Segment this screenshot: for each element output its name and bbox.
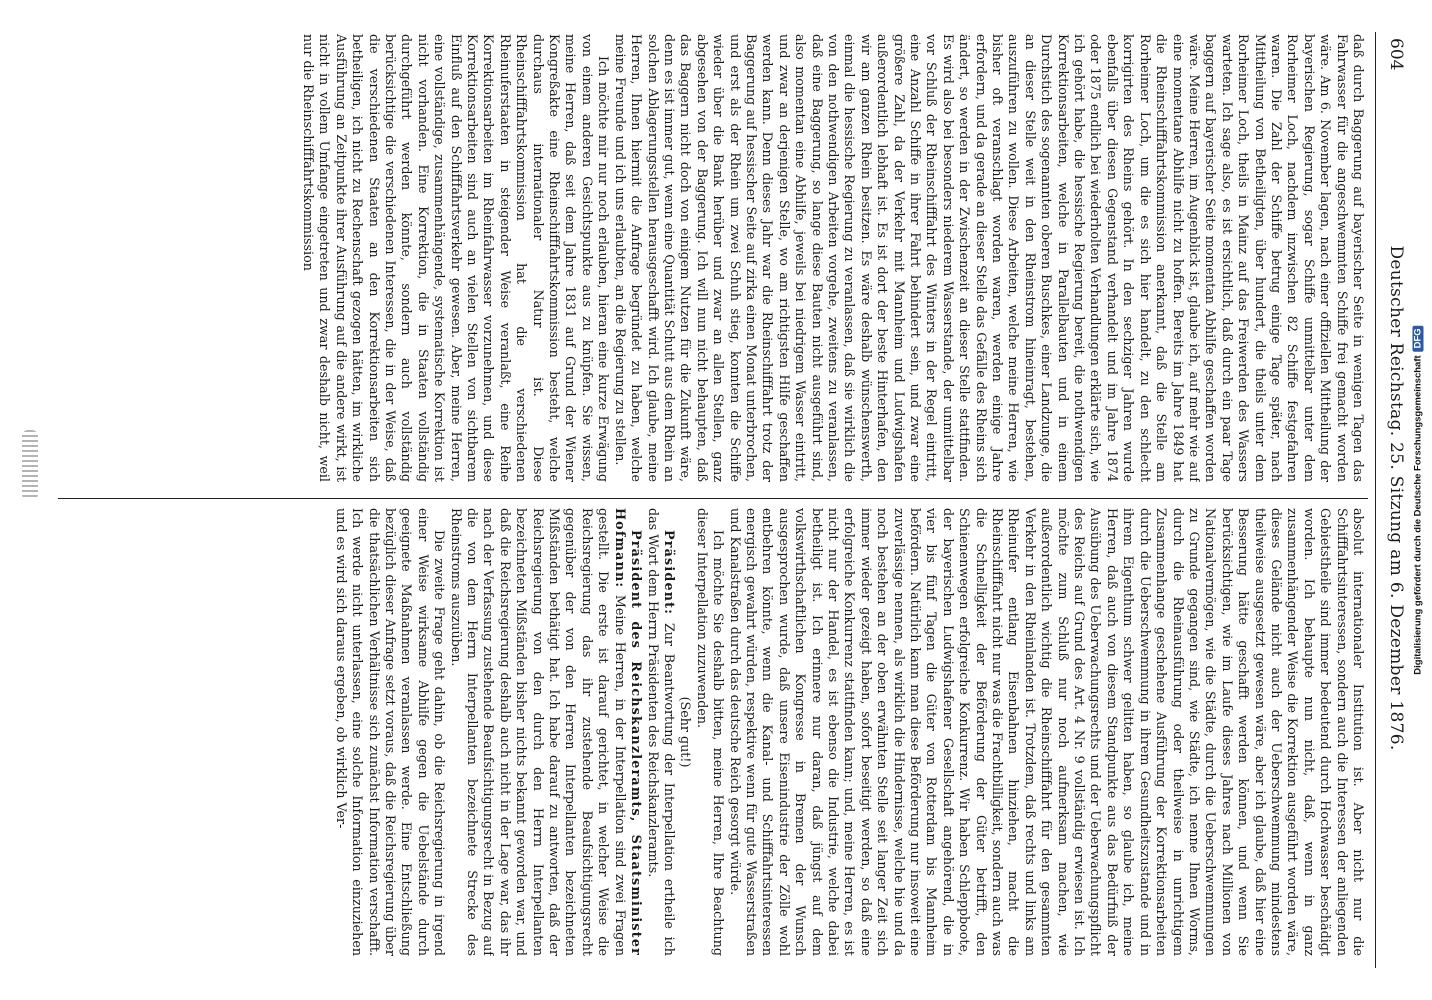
- page-number: 604: [1386, 38, 1406, 71]
- page-header: [1382, 38, 1408, 958]
- scan-smudge: [22, 430, 38, 500]
- speaker-text: Meine Herren, in der Interpellation sind zwei Fragen gestellt. Die erste ist darauf gerichtet, in welcher Weise die Reichsregierung das ihr zustehende Beaufsichtigungsrecht gegenüber der von den Herren Interpellanten bezeichneten Mißständen bethätigt hat. Ich habe darauf zu antworten, daß der Reichsregierung von den durch den Herrn Interpellanten bezeichneten Mißständen bisher nichts bekannt geworden war, und daß die Reichsregierung deshalb auch nicht in der Lage war, das ihr nach der Verfassung zustehende Beaufsichtigungsrecht in Bezug auf die von dem Herrn Interpellanten bezeichnete Strecke des Rheinstroms auszuüben.: [448, 508, 628, 956]
- running-title: Deutscher Reichstag. 25. Sitzung am 6. Dezember 1876.: [1386, 245, 1406, 751]
- speaker-paragraph: [644, 508, 677, 956]
- right-paragraph: absolut internationaler Institution ist. Aber nicht nur die Schifffahrtsinteressen, sondern auch die Interessen der anliegenden Gebietstheile sind immer bedeutend durch Hochwasser beschädigt worden. Ich behaupte nun nicht, daß, wenn in ganz zusammenhängender Weise die Korrektion ausgeführt worden wäre, dieses Gelände nicht auch der Ueberschwemmung mindestens theilweise ausgesetzt gewesen wäre, aber ich glaube, daß hier eine Besserung hätte geschafft werden können, und wenn Sie berücksichtigen, wie im Laufe dieses Jahres nach Millionen von Nationalvermögen, wie die Städte, durch die Ueberschwemmungen zu Grunde gegangen sind, wie Städte, ich nenne Ihnen Worms, durch die Rheinausführung oder theilweise in unrichtigem Zusammenhange geschehene Ausführung der Korrektionsarbeiten durch die Ueberschwemmung in ihrem Gesundheitszustande und in ihrem Eigenthum schwer gelitten haben, so glaube ich, meine Herren, daß auch von diesem Standpunkte aus das Bedürfniß der Ausübung des Ueberwachungsrechts und der Ueberwachungspflicht des Reichs auf Grund des Art. 4 Nr. 9 vollständig erwiesen ist. Ich möchte zum Schluß nur noch aufmerksam machen, wie außerordentlich wichtig die Rheinschifffahrt für den gesammten Verkehr in den Rheinlanden ist. Trotzdem, daß rechts und links am Rheinufer entlang Eisenbahnen hinziehen, macht die Rheinschifffahrt nicht nur was die Frachtbilligkeit, sondern auch was die Schnelligkeit der Beförderung der Güter betrifft, den Schienenwegen erfolgreiche Konkurrenz. Wir haben Schleppboote, der bayerischen Ludwigshafener Gesellschaft angehörend, die in vier bis fünf Tagen die Güter von Rotterdam bis Mannheim befördern. Natürlich kann man diese Beförderung nur insoweit eine zuverlässige nennen, als wirklich die Hindernisse, welche hie und da noch bestehen an der oben erwähnten Stelle seit langer Zeit sich immer wieder gezeigt haben, sofort beseitigt werden, so daß eine erfolgreiche Konkurrenz stattfinden kann; und, meine Herren, es ist nicht nur der Handel, es ist ebenso die Industrie, welche dabei betheiligt ist. Ich erinnere nur daran, daß jüngst auf dem volkswirthschaftlichen Kongresse in Bremen der Wunsch ausgesprochen wurde, daß unsere Eisenindustrie der Zölle wohl entbehren könnte, wenn die Kanal- und Schifffahrtsinteressen energisch gewahrt würden, respektive wenn für gute Wasserstraßen und Kanalstraßen durch das deutsche Reich gesorgt würde.: [727, 508, 1366, 956]
- right-paragraph: Die zweite Frage geht dahin, ob die Reichsregierung in irgend einer Weise wirksame Abhilfe gegen die Uebelstände durch geeignete Maßnahmen veranlassen werde. Eine Entschließung bezüglich dieser Anfrage setzt voraus, daß die Reichsregierung über die thatsächlichen Verhältnisse sich zunächst Information verschafft. Ich werde nicht unterlassen, eine solche Information einzuziehen und es wird sich daraus ergeben, ob wirklich Ver-: [333, 508, 448, 956]
- left-column: [48, 34, 1366, 482]
- header-rule: [1375, 32, 1376, 968]
- speaker-label: Präsident des Reichskanzleramts, Staatsminister Hofmann:: [612, 508, 645, 956]
- attribution-text: Digitalisierung gefördert durch die Deutsche Forschungsgemeinschaft: [1412, 355, 1424, 675]
- column-rule: [58, 498, 1368, 499]
- speaker-label: Präsident:: [661, 530, 677, 616]
- applause-note: (Sehr gut!): [678, 696, 694, 768]
- speaker-paragraph: [447, 508, 644, 956]
- scanned-page: [6, 20, 1426, 980]
- left-paragraph: Ich möchte mir nur noch erlauben, hieran eine kurze Erwägung von einem anderen Gesichtspunkte aus zu knüpfen. Sie wissen, meine Herren, daß seit dem Jahre 1831 auf Grund der Wiener Kongreßakte eine Rheinschifffahrtskommission besteht, welche durchaus internationaler Natur ist. Diese Rheinschifffahrtskommission hat die verschiedenen Rheinuferstaaten in steigender Weise veranlaßt, eine Reihe Korrektionsarbeiten im Rheinfahrwasser vorzunehmen, und diese Korrektionsarbeiten sind auch an vielen Stellen von sichtbarem Einfluß auf den Schifffahrtsverkehr gewesen. Aber, meine Herren, eine vollständige, zusammenhängende, systematische Korrektion ist nicht vorhanden. Eine Korrektion, die in Staaten vollständig durchgeführt werden könnte, sondern auch vollständig berücksichtige die verschiedenen Interessen, die in der Weise, daß die verschiedenen Staaten an den Korrektionsarbeiten sich betheiligen, ich nicht zu Rechenschaft gezogen hätten, im wirkliche Ausführung an Zeitpunkte ihrer Ausführung auf die andere wirkt, ist nicht in vollem Umfange eingetreten und zwar deshalb nicht, weil nur die Rheinschifffahrtskommission: [301, 34, 612, 482]
- right-column: [48, 508, 1366, 956]
- right-paragraph: Ich möchte Sie deshalb bitten, meine Herren, Ihre Beachtung dieser Interpellation zuzuwenden.: [694, 508, 727, 956]
- dfg-logo-badge: DFG: [1413, 325, 1424, 351]
- speaker-text: Zur Beantwortung der Interpellation ertheile ich das Wort dem Herrn Präsidenten des Reichskanzleramts.: [645, 508, 677, 956]
- dfg-attribution: [1413, 325, 1424, 674]
- left-paragraph: daß durch Baggerung auf bayerischer Seite in wenigen Tagen das Fahrwasser für die angeschwemmten Schiffe frei gemacht worden wäre. Am 6. November lagen, nach einer offiziellen Mittheilung der bayerischen Regierung, sogar Schiffe unmittelbar unter dem Rorheimer Loch, nachdem inzwischen 82 Schiffe festgefahren waren. Die Zahl der Schiffe betrug einige Tage später, nach Mittheilung von Betheiligten, über hundert, die theils unter dem Rorheimer Loch, theils in Mainz auf das Freiwerden des Wassers warteten. Ich sage also, es ist ersichtlich, daß durch ein paar Tage baggern auf bayerischer Seite momentan Abhilfe geschaffen worden wäre. Meine Herren, im Augenblick ist, glaube ich, auf mehr wie auf eine momentane Abhilfe nicht zu hoffen. Bereits im Jahre 1849 hat die Rheinschifffahrtskommission anerkannt, daß die Stelle am Rorheimer Loch, um die es sich hier handelt, zu den schlecht korrigirten des Rheins gehört. In den sechziger Jahren wurde ebenfalls über diesen Gegenstand verhandelt und im Jahre 1874 oder 1875 endlich bei wiederholten Verhandlungen erklärte sich, wie ich gehört habe, die hessische Regierung bereit, die nothwendigen Korrektionsarbeiten, welche in Parallelbauten und in einem Durchstich des sogenannten oberen Buschkes, einer Landzunge, die an dieser Stelle weit in den Rheinstrom hineinragt, bestehen, auszuführen zu wollen. Diese Arbeiten, welche meine Herren, wie bisher oft veranschlagt worden waren, werden einige Jahre erfordern, und da gerade an dieser Stelle das Gefälle des Rheins sich ändert, so werden in der Zwischenzeit an dieser Stelle stattfinden. Es wird also bei besonders niederem Wasserstande, der unmittelbar vor Schluß der Rheinschifffahrt des Winters in der Regel eintritt, eine Anzahl Schiffe in ihrer Fahrt behindert sein, und zwar eine größere Zahl, da der Verkehr mit Mannheim und Ludwigshafen außerordentlich lebhaft ist. Es ist dort der beste Hinterhafen, den wir am ganzen Rhein besitzen. Es wäre deshalb wünschenswerth, einmal die hessische Regierung zu veranlassen, daß sie wirklich die von den nothwendigen Arbeiten vorgehe, zweitens zu veranlassen, daß eine Baggerung, so lange diese Bauten nicht ausgeführt sind, also momentan eine Abhilfe, jeweils bei niedrigem Wasser eintritt, und zwar an derjenigen Stelle, wo am richtigsten Hilfe geschaffen werden kann. Denn dieses Jahr war die Rheinschifffahrt trotz der Baggerung auf hessischer Seite auf zirka einen Monat unterbrochen, und erst als der Rhein um zwei Schuh stieg, konnten die Schiffe wieder über die Bank herüber und zwar an allen Stellen, ganz abgesehen von der Baggerung. Ich will nun nicht behaupten, daß das Baggern nicht doch von einigem Nutzen für die Zukunft wäre, denn es ist immer gut, wenn eine Quantität Schutt aus dem Rhein an solchen Ablagerungsstellen herausgeschafft wird. Ich glaube, meine Herren, Ihnen hiermit die Anfrage begründet zu haben, welche meine Freunde und ich uns erlaubten, an die Regierung zu stellen.: [612, 34, 1366, 482]
